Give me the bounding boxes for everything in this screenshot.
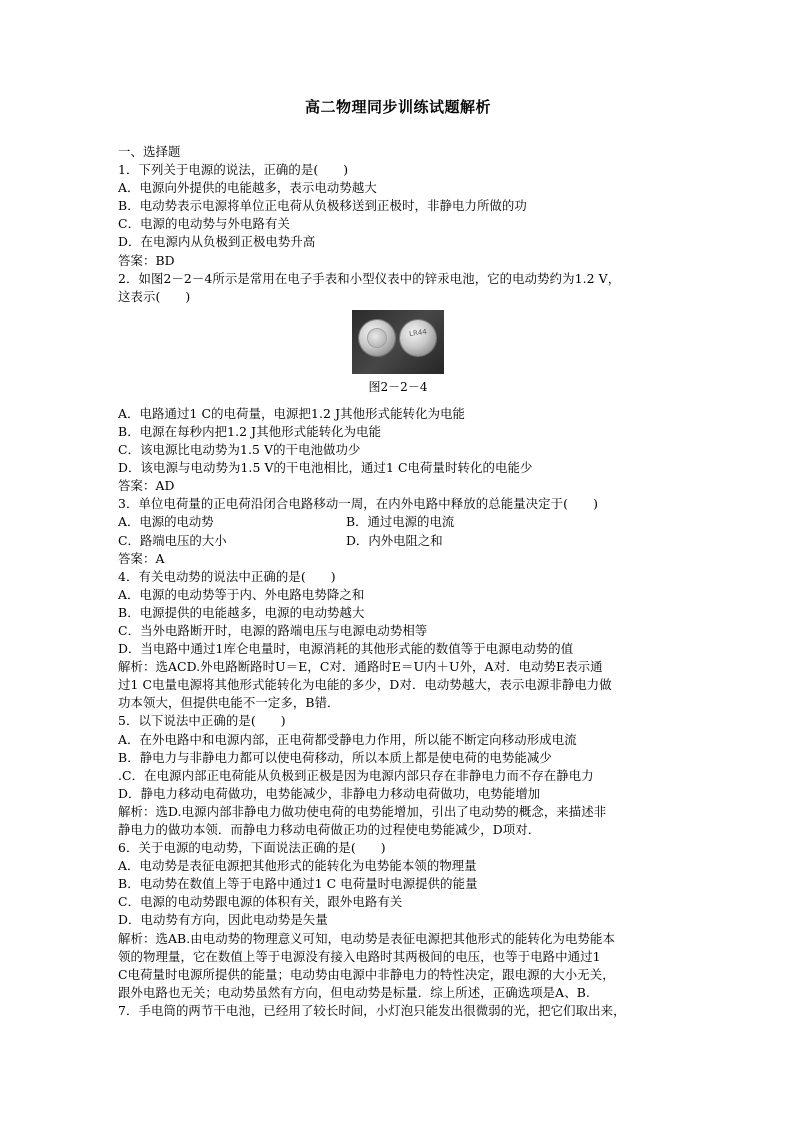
question-4-explanation-1: 解析：选ACD.外电路断路时U＝E，C对．通路时E＝U内＋U外，A对．电动势E表示通 [118, 659, 603, 675]
question-5-option-a: A．在外电路中和电源内部，正电荷都受静电力作用，所以能不断定向移动形成电流 [118, 731, 577, 747]
question-4-option-a: A．电源的电动势等于内、外电路电势降之和 [118, 586, 365, 602]
question-5-stem: 5．以下说法中正确的是( ) [118, 713, 286, 729]
question-2-answer: 答案：AD [118, 478, 175, 494]
question-5-explanation-1: 解析：选D.电源内部非静电力做功使电荷的电势能增加，引出了电动势的概念，来描述非 [118, 803, 607, 819]
question-2-option-c: C．该电源比电动势为1.5 V的干电池做功少 [118, 442, 361, 458]
question-4-option-d: D．当电路中通过1库仑电量时，电源消耗的其他形式能的数值等于电源电动势的值 [118, 641, 574, 657]
question-2-stem-line-1: 2．如图2－2－4所示是常用在电子手表和小型仪表中的锌汞电池，它的电动势约为1.2 V， [118, 270, 621, 286]
question-6-explanation-1: 解析：选AB.由电动势的物理意义可知，电动势是表征电源把其他形式的能转化为电势能本 [118, 930, 615, 946]
question-3-answer: 答案：A [118, 550, 165, 566]
question-4-explanation-2: 过1 C电量电源将其他形式能转化为电能的多少，D对．电动势越大，表示电源非静电力做 [118, 677, 612, 693]
battery-label: LR44 [408, 327, 428, 339]
question-2-stem-line-2: 这表示( ) [118, 288, 191, 304]
question-6-stem: 6．关于电源的电动势，下面说法正确的是( ) [118, 840, 386, 856]
document-page [118, 96, 678, 1020]
section-heading: 一、选择题 [118, 144, 181, 159]
question-1-answer: 答案：BD [118, 252, 175, 268]
question-2-option-a: A．电路通过1 C的电荷量，电源把1.2 J其他形式能转化为电能 [118, 405, 466, 421]
battery-figure [118, 310, 678, 395]
document-title: 高二物理同步训练试题解析 [304, 98, 491, 116]
question-1-option-d: D．在电源内从负极到正极电势升高 [118, 234, 316, 250]
question-3-option-c: C．路端电压的大小 [118, 532, 227, 548]
question-6-option-c: C．电源的电动势跟电源的体积有关，跟外电路有关 [118, 894, 403, 910]
button-cell-front-icon [400, 320, 436, 356]
question-1-option-a: A．电源向外提供的电能越多，表示电动势越大 [118, 180, 377, 196]
question-4-option-c: C．当外电路断开时，电源的路端电压与电源电动势相等 [118, 622, 428, 638]
question-3-option-a: A．电源的电动势 [118, 514, 214, 530]
question-3-option-b: B．通过电源的电流 [346, 514, 455, 530]
question-4-explanation-3: 功本领大，但提供电能不一定多，B错． [118, 695, 340, 711]
question-6-explanation-4: 跟外电路也无关；电动势虽然有方向，但电动势是标量．综上所述，正确选项是A、B. [118, 984, 590, 1000]
question-5-option-b: B．静电力与非静电力都可以使电荷移动，所以本质上都是使电荷的电势能减少 [118, 749, 552, 765]
question-3-options-row-1 [118, 513, 678, 531]
question-6-explanation-2: 领的物理量，它在数值上等于电源没有接入电路时其两极间的电压，也等于电路中通过1 [118, 948, 601, 964]
question-6-option-b: B．电动势在数值上等于电路中通过1 C 电荷量时电源提供的能量 [118, 876, 478, 892]
question-4-stem: 4．有关电动势的说法中正确的是( ) [118, 568, 336, 584]
question-6-option-d: D．电动势有方向，因此电动势是矢量 [118, 912, 328, 928]
question-2-option-b: B．电源在每秒内把1.2 J其他形式能转化为电能 [118, 423, 382, 439]
question-4-option-b: B．电源提供的电能越多，电源的电动势越大 [118, 604, 365, 620]
question-3-stem: 3．单位电荷量的正电荷沿闭合电路移动一周，在内外电路中释放的总能量决定于( ) [118, 496, 599, 512]
question-5-option-c: .C．在电源内部正电荷能从负极到正极是因为电源内部只存在非静电力而不存在静电力 [118, 767, 594, 783]
button-cell-back-icon [359, 320, 395, 356]
question-3-options-row-2 [118, 532, 678, 550]
question-5-explanation-2: 静电力的做功本领．而静电力移动电荷做正功的过程使电势能减少，D项对． [118, 822, 541, 837]
question-7-stem: 7．手电筒的两节干电池，已经用了较长时间，小灯泡只能发出很微弱的光，把它们取出来， [118, 1002, 626, 1018]
question-6-explanation-3: C电荷量时电源所提供的能量；电动势由电源中非静电力的特性决定，跟电源的大小无关， [118, 966, 615, 982]
question-3-option-d: D．内外电阻之和 [346, 532, 443, 548]
question-1-stem: 1．下列关于电源的说法，正确的是( ) [118, 162, 349, 178]
figure-caption: 图2－2－4 [368, 379, 428, 394]
battery-photo [352, 310, 444, 374]
question-1-option-b: B．电动势表示电源将单位正电荷从负极移送到正极时，非静电力所做的功 [118, 198, 527, 214]
question-1-option-c: C．电源的电动势与外电路有关 [118, 216, 290, 232]
question-6-option-a: A．电动势是表征电源把其他形式的能转化为电势能本领的物理量 [118, 858, 477, 874]
question-5-option-d: D．静电力移动电荷做功，电势能减少，非静电力移动电荷做功，电势能增加 [118, 785, 541, 801]
question-2-option-d: D．该电源与电动势为1.5 V的干电池相比，通过1 C电荷量时转化的电能少 [118, 460, 533, 476]
